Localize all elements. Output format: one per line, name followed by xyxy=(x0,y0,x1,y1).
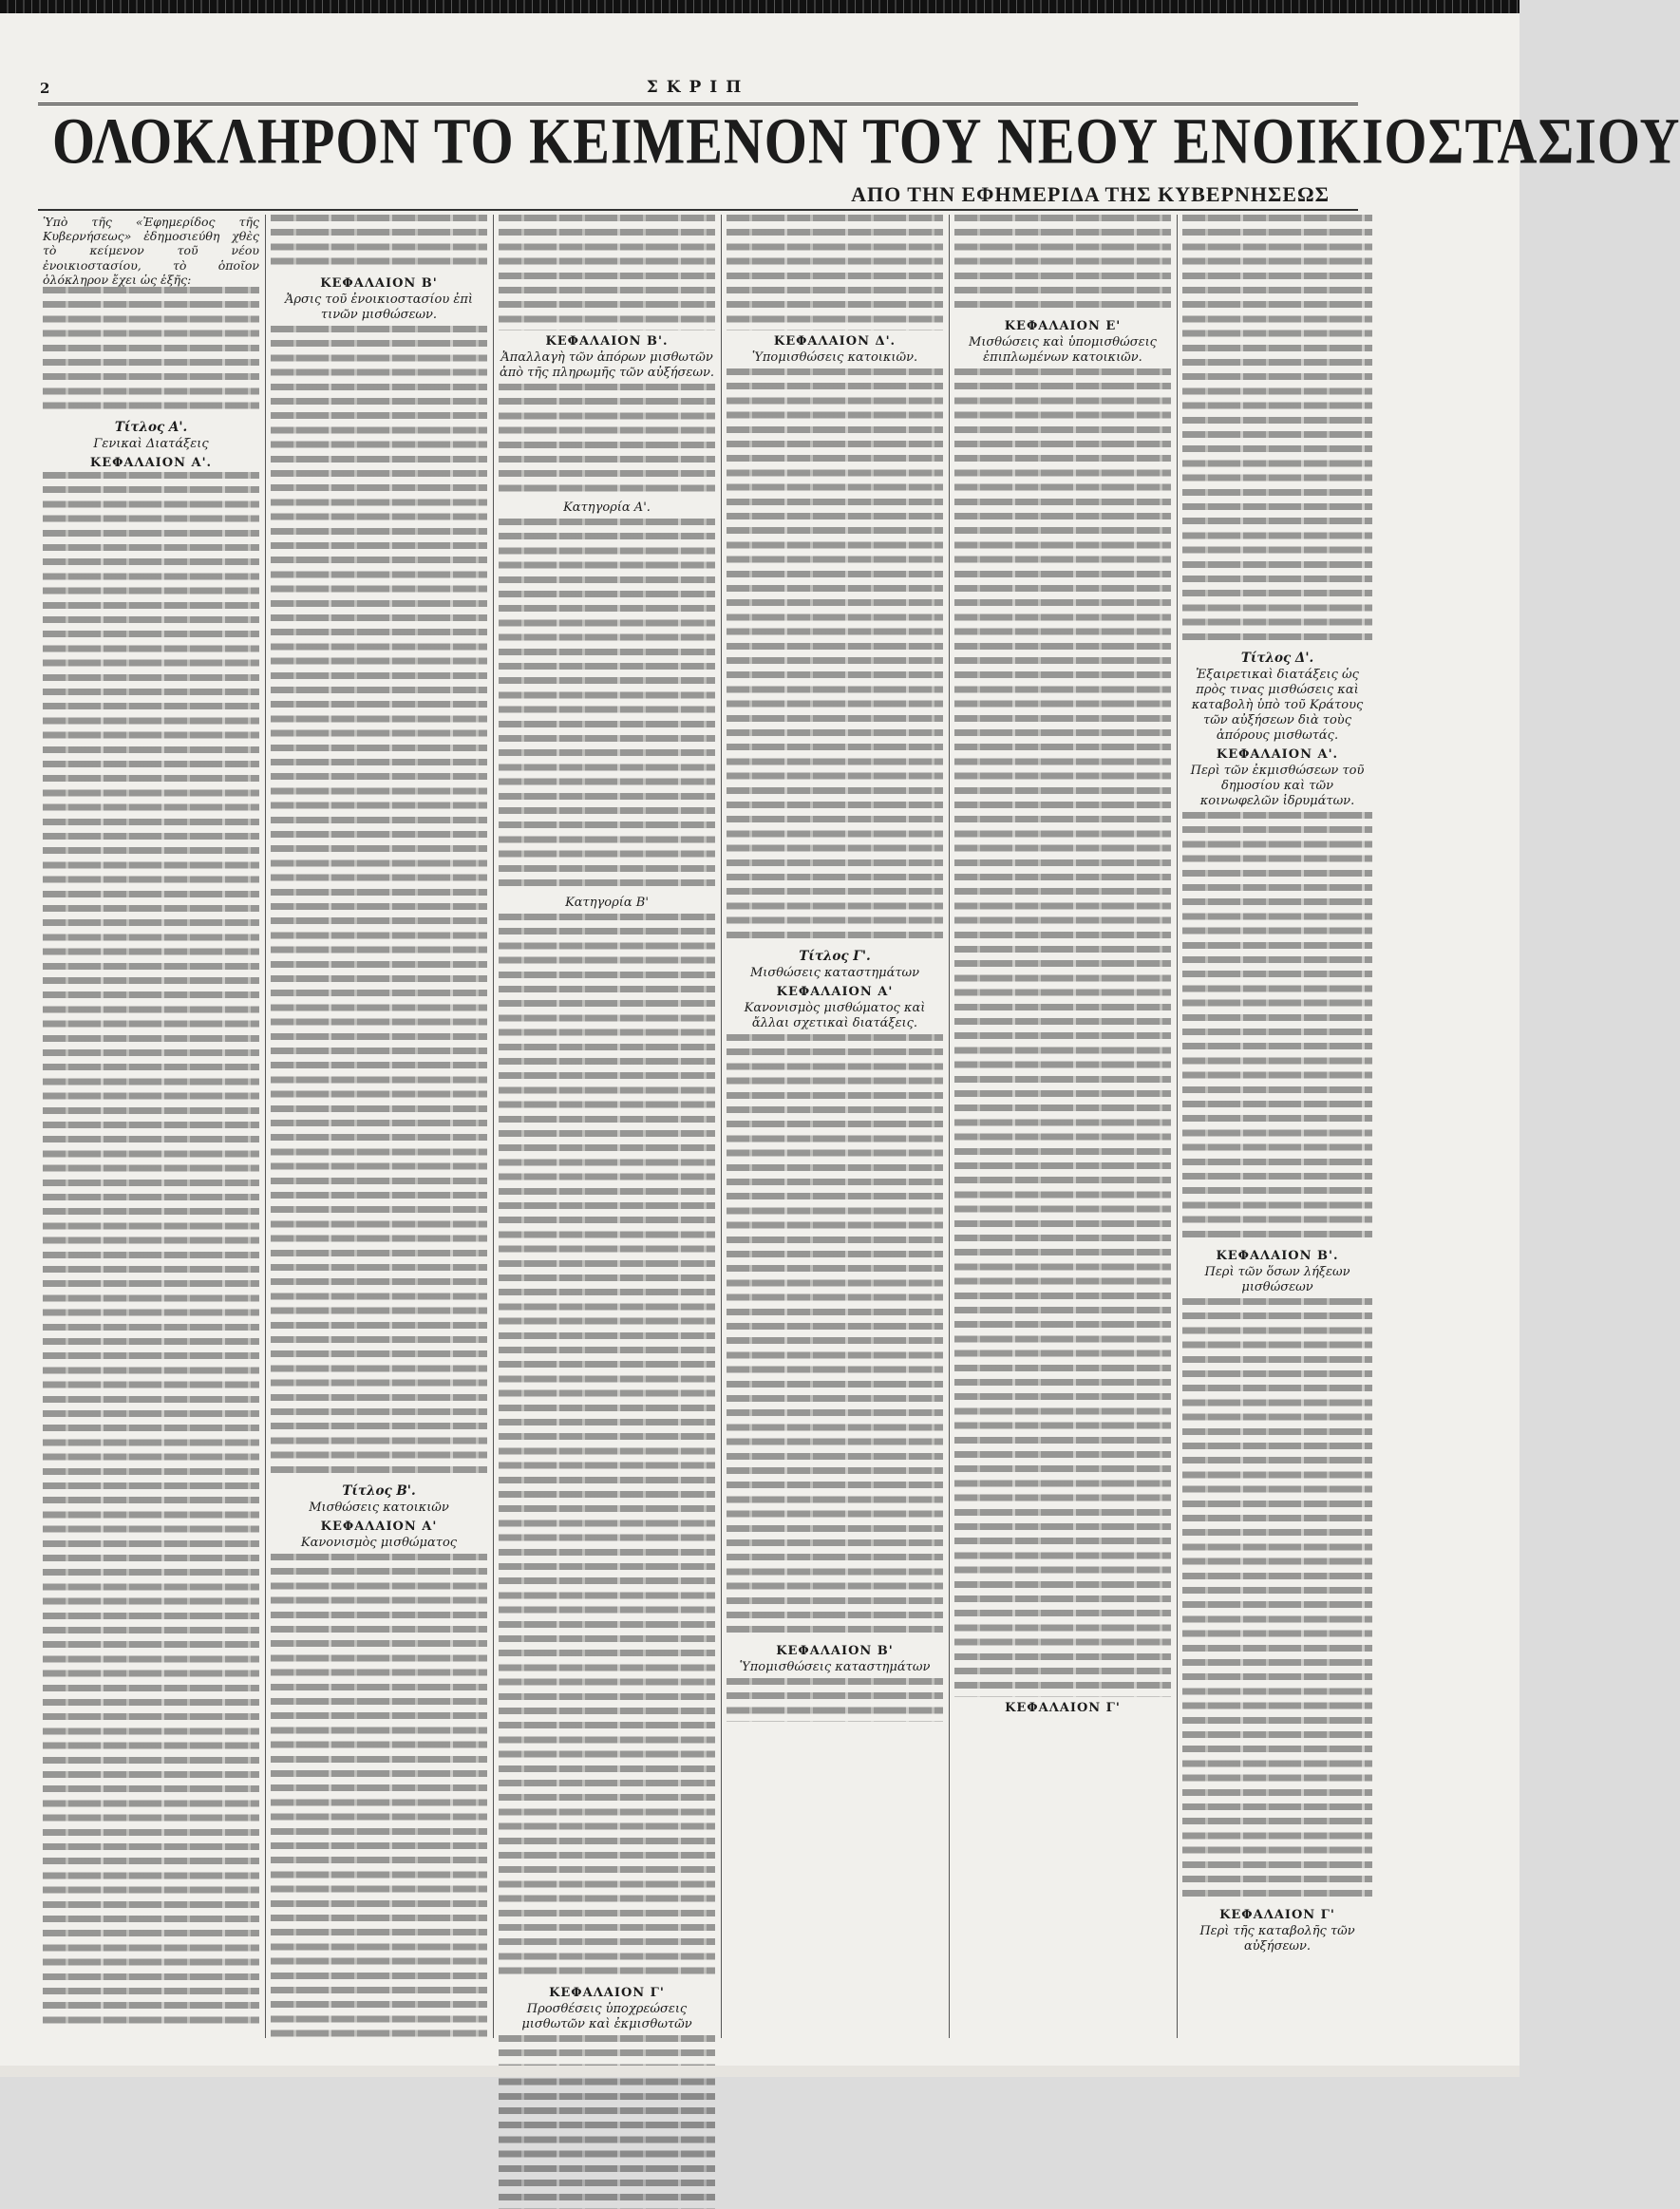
body-text-block xyxy=(727,215,943,330)
section-subheading: Κατηγορία Α'. xyxy=(563,500,651,516)
column-divider xyxy=(1177,215,1178,2038)
body-text-block xyxy=(499,2035,715,2208)
chapter-heading: ΚΕΦΑΛΑΙΟΝ Α'. xyxy=(1216,747,1339,762)
body-text-block xyxy=(954,215,1171,315)
body-text-block xyxy=(271,326,487,1481)
column-divider xyxy=(949,215,950,2038)
chapter-heading: ΚΕΦΑΛΑΙΟΝ Β'. xyxy=(545,333,669,349)
section-title: Τίτλος Δ'. xyxy=(1240,651,1314,666)
chapter-heading: ΚΕΦΑΛΑΙΟΝ Α'. xyxy=(89,455,213,470)
body-text-block xyxy=(727,1034,943,1640)
section-subheading: Μισθώσεις καὶ ὑπομισθώσεις ἐπιπλωμένων κατοικιῶν. xyxy=(969,335,1157,366)
chapter-heading: ΚΕΦΑΛΑΙΟΝ Α' xyxy=(320,1519,438,1534)
column-6 xyxy=(1182,215,1372,2048)
section-title: Τίτλος Β'. xyxy=(342,1482,416,1499)
section-subheading: Περὶ τῶν ὅσων λήξεων μισθώσεων xyxy=(1204,1265,1350,1294)
body-text-block xyxy=(499,384,715,500)
chapter-heading: ΚΕΦΑΛΑΙΟΝ Γ' xyxy=(549,1986,665,2001)
section-subheading: Προσθέσεις ὑποχρεώσεις μισθωτῶν καὶ ἐκμισθωτῶν xyxy=(521,2002,692,2032)
section-subheading: Ὑπομισθώσεις καταστημάτων xyxy=(739,1659,931,1674)
headline-rule xyxy=(38,209,1358,211)
column-5 xyxy=(954,215,1171,2048)
scan-bottom-edge xyxy=(0,2066,1520,2077)
body-text-block xyxy=(954,368,1171,1696)
section-subheading: Μισθώσεις κατοικιῶν xyxy=(309,1500,449,1515)
body-text-block xyxy=(499,215,715,330)
section-subheading: Ἀρσις τοῦ ἐνοικιοστασίου ἐπὶ τινῶν μισθώσεων. xyxy=(284,292,473,322)
section-subheading: Γενικαὶ Διατάξεις xyxy=(93,436,209,451)
body-text-block xyxy=(43,472,259,2031)
column-divider xyxy=(721,215,722,2038)
column-divider xyxy=(493,215,494,2038)
column-divider xyxy=(265,215,266,2038)
section-subheading: Ὑπομισθώσεις κατοικιῶν. xyxy=(751,349,918,365)
section-title: Τίτλος Α'. xyxy=(114,419,188,435)
chapter-heading: ΚΕΦΑΛΑΙΟΝ Β' xyxy=(776,1643,894,1658)
body-text-block xyxy=(1182,1298,1372,1904)
section-subheading: Περὶ τῶν ἐκμισθώσεων τοῦ δημοσίου καὶ τῶν κοινωφελῶν ἱδρυμάτων. xyxy=(1190,764,1365,808)
body-text-block xyxy=(499,519,715,894)
chapter-heading: ΚΕΦΑΛΑΙΟΝ Δ'. xyxy=(773,333,897,349)
subheadline: ΑΠΟ ΤΗΝ ΕΦΗΜΕΡΙΔΑ ΤΗΣ ΚΥΒΕΡΝΗΣΕΩΣ xyxy=(851,182,1330,206)
section-title: Τίτλος Γ'. xyxy=(799,948,871,964)
chapter-heading: ΚΕΦΑΛΑΙΟΝ Β' xyxy=(320,275,438,291)
body-text-block xyxy=(1182,215,1372,648)
scan-edge xyxy=(0,0,1520,13)
body-text-block xyxy=(727,368,943,946)
section-subheading: Κανονισμὸς μισθώματος xyxy=(300,1535,458,1550)
body-text-block xyxy=(727,1678,943,1722)
body-text-block xyxy=(499,914,715,1982)
page-number: 2 xyxy=(40,80,50,97)
chapter-heading: ΚΕΦΑΛΑΙΟΝ Β'. xyxy=(1216,1249,1339,1263)
section-subheading: Κανονισμὸς μισθώματος καὶ ἄλλαι σχετικαὶ διατάξεις. xyxy=(744,1000,926,1030)
section-subheading: Περὶ τῆς καταβολῆς τῶν αὐξήσεων. xyxy=(1199,1924,1355,1954)
column-2 xyxy=(271,215,487,2048)
chapter-heading: ΚΕΦΑΛΑΙΟΝ Γ' xyxy=(1005,1700,1121,1715)
chapter-heading: ΚΕΦΑΛΑΙΟΝ Γ' xyxy=(1219,1908,1335,1923)
chapter-heading: ΚΕΦΑΛΑΙΟΝ Ε' xyxy=(1004,319,1122,334)
body-text-block xyxy=(1182,812,1372,1245)
column-1 xyxy=(43,215,259,2048)
section-subheading: Κατηγορία Β' xyxy=(565,896,649,911)
headline: ΟΛΟΚΛΗΡΟΝ ΤΟ ΚΕΙΜΕΝΟΝ ΤΟΥ ΝΕΟΥ ΕΝΟΙΚΙΟΣΤΑΣΙΟΥ xyxy=(52,104,1680,178)
section-subheading: Μισθώσεις καταστημάτων xyxy=(749,965,920,980)
body-text-block xyxy=(271,1554,487,2045)
column-4 xyxy=(727,215,943,2048)
body-text-block xyxy=(43,287,259,417)
section-subheading: Ἐξαιρετικαὶ διατάξεις ὡς πρὸς τινας μισθώσεις καὶ καταβολὴ ὑπὸ τοῦ Κράτους τῶν αὐξήσεων διὰ τοὺς ἀπόρους μισθωτάς. xyxy=(1191,668,1364,743)
intro-paragraph: Ὑπὸ τῆς «Ἐφημερίδος τῆς Κυβερνήσεως» ἐδημοσιεύθη χθὲς τὸ κείμενον τοῦ νέου ἐνοικιοστασίου, τὸ ὁποῖον ὁλόκληρον ἔχει ὡς ἑξῆς: xyxy=(43,215,259,287)
chapter-heading: ΚΕΦΑΛΑΙΟΝ Α' xyxy=(776,984,894,999)
paper-name: ΣΚΡΙΠ xyxy=(646,78,750,97)
body-text-block xyxy=(271,215,487,273)
column-3 xyxy=(499,215,715,2048)
section-subheading: Ἀπαλλαγὴ τῶν ἀπόρων μισθωτῶν ἀπὸ τῆς πληρωμῆς τῶν αὐξήσεων. xyxy=(499,349,715,380)
